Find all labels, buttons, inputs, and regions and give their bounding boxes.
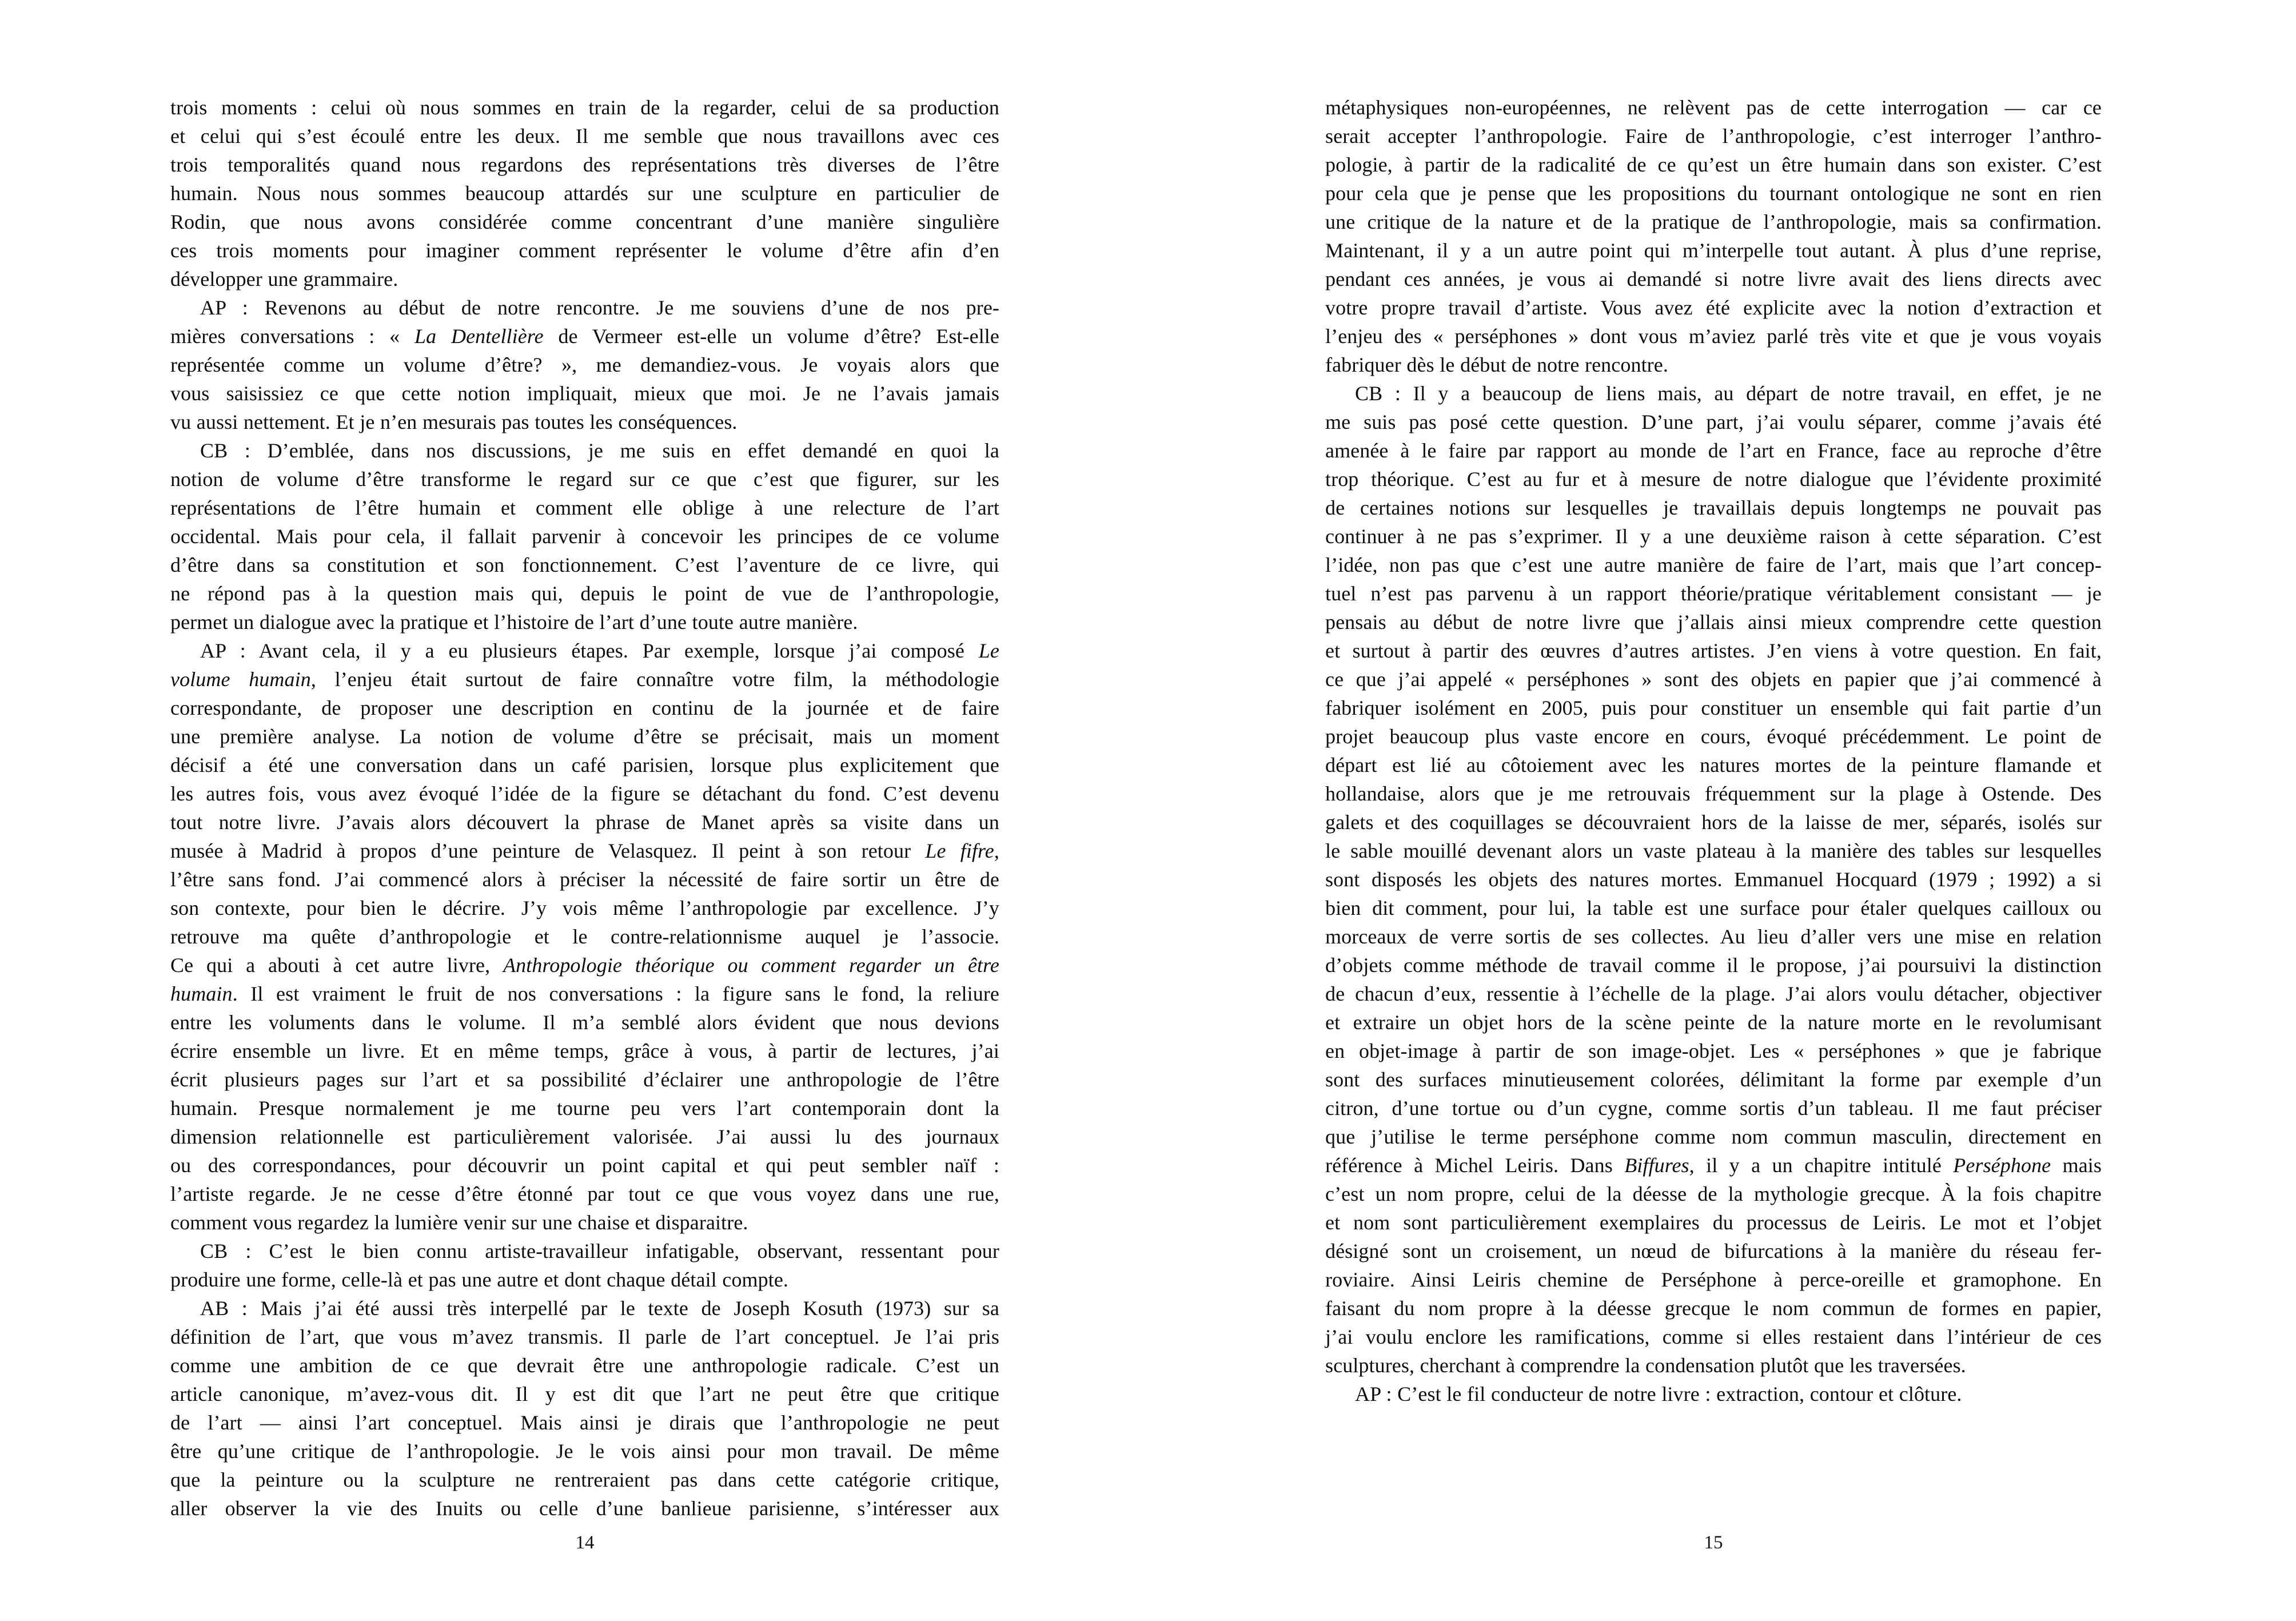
text-line: et extraire un objet hors de la scène peinte de la nature morte en le revolumisant (1325, 1011, 2102, 1034)
text-line: son contexte, pour bien le décrire. J’y vois même l’anthropologie par excellence. J’y (170, 897, 999, 919)
text-line: pendant ces années, je vous ai demandé si notre livre avait des liens directs avec (1325, 268, 2102, 290)
text-line: fabriquer dès le début de notre rencontre. (1325, 353, 1668, 376)
text-line: l’être sans fond. J’ai commencé alors à préciser la nécessité de faire sortir un être de (170, 868, 999, 891)
text-line: hollandaise, alors que je me retrouvais fréquemment sur la plage à Ostende. Des (1325, 782, 2102, 805)
text-line: d’objets comme méthode de travail comme il le propose, j’ai poursuivi la distinction (1325, 954, 2102, 977)
text-line: AB : Mais j’ai été aussi très interpellé par le texte de Joseph Kosuth (1973) sur sa (200, 1297, 999, 1320)
text-line: faisant du nom propre à la déesse grecque le nom commun de formes en papier, (1325, 1297, 2102, 1320)
text-line: musée à Madrid à propos d’une peinture de Velasquez. Il peint à son retour Le fifre, (170, 839, 999, 862)
text-line: dimension relationnelle est particulièrement valorisée. J’ai aussi lu des journaux (170, 1125, 999, 1148)
italic-phrase: humain (170, 982, 233, 1005)
text-line: humain. Presque normalement je me tourne peu vers l’art contemporain dont la (170, 1097, 999, 1120)
italic-phrase: volume humain (170, 668, 311, 691)
page-number-right: 15 (1704, 1532, 1723, 1553)
text-line: développer une grammaire. (170, 268, 398, 290)
italic-phrase: La Dentellière (414, 325, 544, 348)
text-line: le sable mouillé devenant alors un vaste plateau à la manière des tables sur lesquelles (1325, 839, 2102, 862)
text-line: départ est lié au côtoiement avec les natures mortes de la peinture flamande et (1325, 754, 2102, 776)
page-left-text-block (170, 93, 999, 1523)
text-line: sont des surfaces minutieusement colorées, délimitant la forme par exemple d’un (1325, 1068, 2102, 1091)
text-line: roviaire. Ainsi Leiris chemine de Perséphone à perce-oreille et gramophone. En (1325, 1268, 2102, 1291)
text-line: représentée comme un volume d’être? », me demandiez-vous. Je voyais alors que (170, 353, 999, 376)
text-line: permet un dialogue avec la pratique et l’histoire de l’art d’une toute autre manière. (170, 611, 858, 634)
text-line: fabriquer isolément en 2005, puis pour constituer un ensemble qui fait partie d’un (1325, 696, 2102, 719)
text-line: j’ai voulu enclore les ramifications, comme si elles restaient dans l’intérieur de ces (1325, 1325, 2102, 1348)
text-line: me suis pas posé cette question. D’une part, j’ai voulu séparer, comme j’avais été (1325, 411, 2102, 433)
text-line: entre les voluments dans le volume. Il m’a semblé alors évident que nous devions (170, 1011, 999, 1034)
text-line: ne répond pas à la question mais qui, depuis le point de vue de l’anthropologie, (170, 582, 999, 605)
italic-phrase: Le fifre (925, 839, 994, 862)
text-line: AP : C’est le fil conducteur de notre livre : extraction, contour et clôture. (1355, 1383, 1962, 1405)
text-line: votre propre travail d’artiste. Vous avez été explicite avec la notion d’extraction et (1325, 296, 2102, 319)
text-line: d’être dans sa constitution et son fonctionnement. C’est l’aventure de ce livre, qui (170, 553, 999, 576)
text-line: vous saisissiez ce que cette notion impliquait, mieux que moi. Je ne l’avais jamais (170, 382, 999, 405)
text-line: amenée à le faire par rapport au monde de l’art en France, face au reproche d’être (1325, 439, 2102, 462)
text-line: métaphysiques non-européennes, ne relèvent pas de cette interrogation — car ce (1325, 96, 2102, 119)
text-line: une première analyse. La notion de volume d’être se précisait, mais un moment (170, 725, 999, 748)
text-line: représentations de l’être humain et comment elle oblige à une relecture de l’art (170, 496, 999, 519)
text-line: mières conversations : « La Dentellière de Vermeer est-elle un volume d’être? Est-elle (170, 325, 999, 348)
text-line: désigné sont un croisement, un nœud de bifurcations à la manière du réseau fer- (1325, 1240, 2102, 1262)
text-line: CB : D’emblée, dans nos discussions, je me suis en effet demandé en quoi la (200, 439, 999, 462)
text-line: référence à Michel Leiris. Dans Biffures, il y a un chapitre intitulé Perséphone mais (1325, 1154, 2102, 1177)
text-line: trois temporalités quand nous regardons des représentations très diverses de l’être (170, 153, 999, 176)
text-line: c’est un nom propre, celui de la déesse de la mythologie grecque. À la fois chapitre (1325, 1182, 2102, 1205)
text-line: l’artiste regarde. Je ne cesse d’être étonné par tout ce que vous voyez dans une rue, (170, 1182, 999, 1205)
text-line: ces trois moments pour imaginer comment représenter le volume d’être afin d’en (170, 239, 999, 262)
text-line: volume humain, l’enjeu était surtout de faire connaître votre film, la méthodologie (170, 668, 999, 691)
text-line: et nom sont particulièrement exemplaires du processus de Leiris. Le mot et l’objet (1325, 1211, 2102, 1234)
text-line: trois moments : celui où nous sommes en train de la regarder, celui de sa production (170, 96, 999, 119)
text-line: vu aussi nettement. Et je n’en mesurais pas toutes les conséquences. (170, 411, 738, 433)
text-line: que j’utilise le terme perséphone comme nom commun masculin, directement en (1325, 1125, 2102, 1148)
text-line: morceaux de verre sortis de ses collectes. Au lieu d’aller vers une mise en relation (1325, 925, 2102, 948)
text-line: les autres fois, vous avez évoqué l’idée de la figure se détachant du fond. C’est devenu (170, 782, 999, 805)
text-line: tuel n’est pas parvenu à un rapport théorie/pratique véritablement consistant — je (1325, 582, 2102, 605)
text-line: Maintenant, il y a un autre point qui m’interpelle tout autant. À plus d’une reprise, (1325, 239, 2102, 262)
text-line: trop théorique. C’est au fur et à mesure de notre dialogue que l’évidente proximité (1325, 468, 2102, 491)
text-line: produire une forme, celle-là et pas une autre et dont chaque détail compte. (170, 1268, 789, 1291)
text-line: comme une ambition de ce que devrait être une anthropologie radicale. C’est un (170, 1354, 999, 1377)
text-line: de chacun d’eux, ressentie à l’échelle de la plage. J’ai alors voulu détacher, objectiver (1325, 982, 2102, 1005)
text-line: projet beaucoup plus vaste encore en cours, évoqué précédemment. Le point de (1325, 725, 2102, 748)
text-line: pologie, à partir de la radicalité de ce qu’est un être humain dans son exister. C’est (1325, 153, 2102, 176)
text-line: occidental. Mais pour cela, il fallait parvenir à concevoir les principes de ce volume (170, 525, 999, 548)
text-line: retrouve ma quête d’anthropologie et le contre-relationnisme auquel je l’associe. (170, 925, 999, 948)
text-line: être qu’une critique de l’anthropologie. Je le vois ainsi pour mon travail. De même (170, 1440, 999, 1463)
text-line: et celui qui s’est écoulé entre les deux. Il me semble que nous travaillons avec ces (170, 125, 999, 148)
text-line: pensais au début de notre livre que j’allais ainsi mieux comprendre cette question (1325, 611, 2102, 634)
text-line: une critique de la nature et de la pratique de l’anthropologie, mais sa confirmation. (1325, 210, 2102, 233)
text-line: décisif a été une conversation dans un café parisien, lorsque plus explicitement que (170, 754, 999, 776)
text-line: notion de volume d’être transforme le regard sur ce que c’est que figurer, sur les (170, 468, 999, 491)
text-line: comment vous regardez la lumière venir sur une chaise et disparaitre. (170, 1211, 748, 1234)
text-line: tout notre livre. J’avais alors découvert la phrase de Manet après sa visite dans un (170, 811, 999, 834)
page-right-text-block (1325, 93, 2102, 1408)
text-line: humain. Nous nous sommes beaucoup attardés sur une sculpture en particulier de (170, 182, 999, 205)
text-line: de certaines notions sur lesquelles je travaillais depuis longtemps ne pouvait pas (1325, 496, 2102, 519)
text-line: Rodin, que nous avons considérée comme concentrant d’une manière singulière (170, 210, 999, 233)
text-line: article canonique, m’avez-vous dit. Il y est dit que l’art ne peut être que critique (170, 1383, 999, 1405)
text-line: l’idée, non pas que c’est une autre manière de faire de l’art, mais que l’art concep- (1325, 553, 2102, 576)
italic-phrase: Le (978, 639, 999, 662)
text-line: sont disposés les objets des natures mortes. Emmanuel Hocquard (1979 ; 1992) a si (1325, 868, 2102, 891)
text-line: de l’art — ainsi l’art conceptuel. Mais ainsi je dirais que l’anthropologie ne peut (170, 1411, 999, 1434)
text-line: et surtout à partir des œuvres d’autres artistes. J’en viens à votre question. En fait, (1325, 639, 2102, 662)
text-line: définition de l’art, que vous m’avez transmis. Il parle de l’art conceptuel. Je l’ai pris (170, 1325, 999, 1348)
text-line: en objet-image à partir de son image-objet. Les « perséphones » que je fabrique (1325, 1039, 2102, 1062)
text-line: AP : Revenons au début de notre rencontre. Je me souviens d’une de nos pre- (200, 296, 999, 319)
italic-phrase: Anthropologie théorique ou comment regarder un être (503, 954, 999, 977)
italic-phrase: Perséphone (1953, 1154, 2051, 1177)
text-line: que la peinture ou la sculpture ne rentreraient pas dans cette catégorie critique, (170, 1468, 999, 1491)
text-line: ce que j’ai appelé « perséphones » sont des objets en papier que j’ai commencé à (1325, 668, 2102, 691)
text-line: CB : C’est le bien connu artiste-travailleur infatigable, observant, ressentant pour (200, 1240, 999, 1262)
text-line: serait accepter l’anthropologie. Faire de l’anthropologie, c’est interroger l’anthro- (1325, 125, 2102, 148)
text-line: bien dit comment, pour lui, la table est une surface pour étaler quelques cailloux ou (1325, 897, 2102, 919)
text-line: correspondante, de proposer une description en continu de la journée et de faire (170, 696, 999, 719)
text-line: continuer à ne pas s’exprimer. Il y a une deuxième raison à cette séparation. C’est (1325, 525, 2102, 548)
italic-phrase: Biffures (1624, 1154, 1689, 1177)
text-line: galets et des coquillages se découvraient hors de la laisse de mer, séparés, isolés sur (1325, 811, 2102, 834)
text-line: aller observer la vie des Inuits ou celle d’une banlieue parisienne, s’intéresser aux (170, 1497, 999, 1520)
text-line: pour cela que je pense que les propositions du tournant ontologique ne sont en rien (1325, 182, 2102, 205)
text-line: ou des correspondances, pour découvrir un point capital et qui peut sembler naïf : (170, 1154, 999, 1177)
text-line: humain. Il est vraiment le fruit de nos conversations : la figure sans le fond, la reliure (170, 982, 999, 1005)
text-line: Ce qui a abouti à cet autre livre, Anthropologie théorique ou comment regarder un être (170, 954, 999, 977)
page-number-left: 14 (575, 1532, 595, 1553)
text-line: l’enjeu des « perséphones » dont vous m’aviez parlé très vite et que je vous voyais (1325, 325, 2102, 348)
text-line: citron, d’une tortue ou d’un cygne, comme sortis d’un tableau. Il me faut préciser (1325, 1097, 2102, 1120)
text-line: sculptures, cherchant à comprendre la condensation plutôt que les traversées. (1325, 1354, 1966, 1377)
text-line: écrit plusieurs pages sur l’art et sa possibilité d’éclairer une anthropologie de l’être (170, 1068, 999, 1091)
text-line: CB : Il y a beaucoup de liens mais, au départ de notre travail, en effet, je ne (1355, 382, 2102, 405)
text-line: écrire ensemble un livre. Et en même temps, grâce à vous, à partir de lectures, j’ai (170, 1039, 999, 1062)
text-line: AP : Avant cela, il y a eu plusieurs étapes. Par exemple, lorsque j’ai composé Le (200, 639, 999, 662)
